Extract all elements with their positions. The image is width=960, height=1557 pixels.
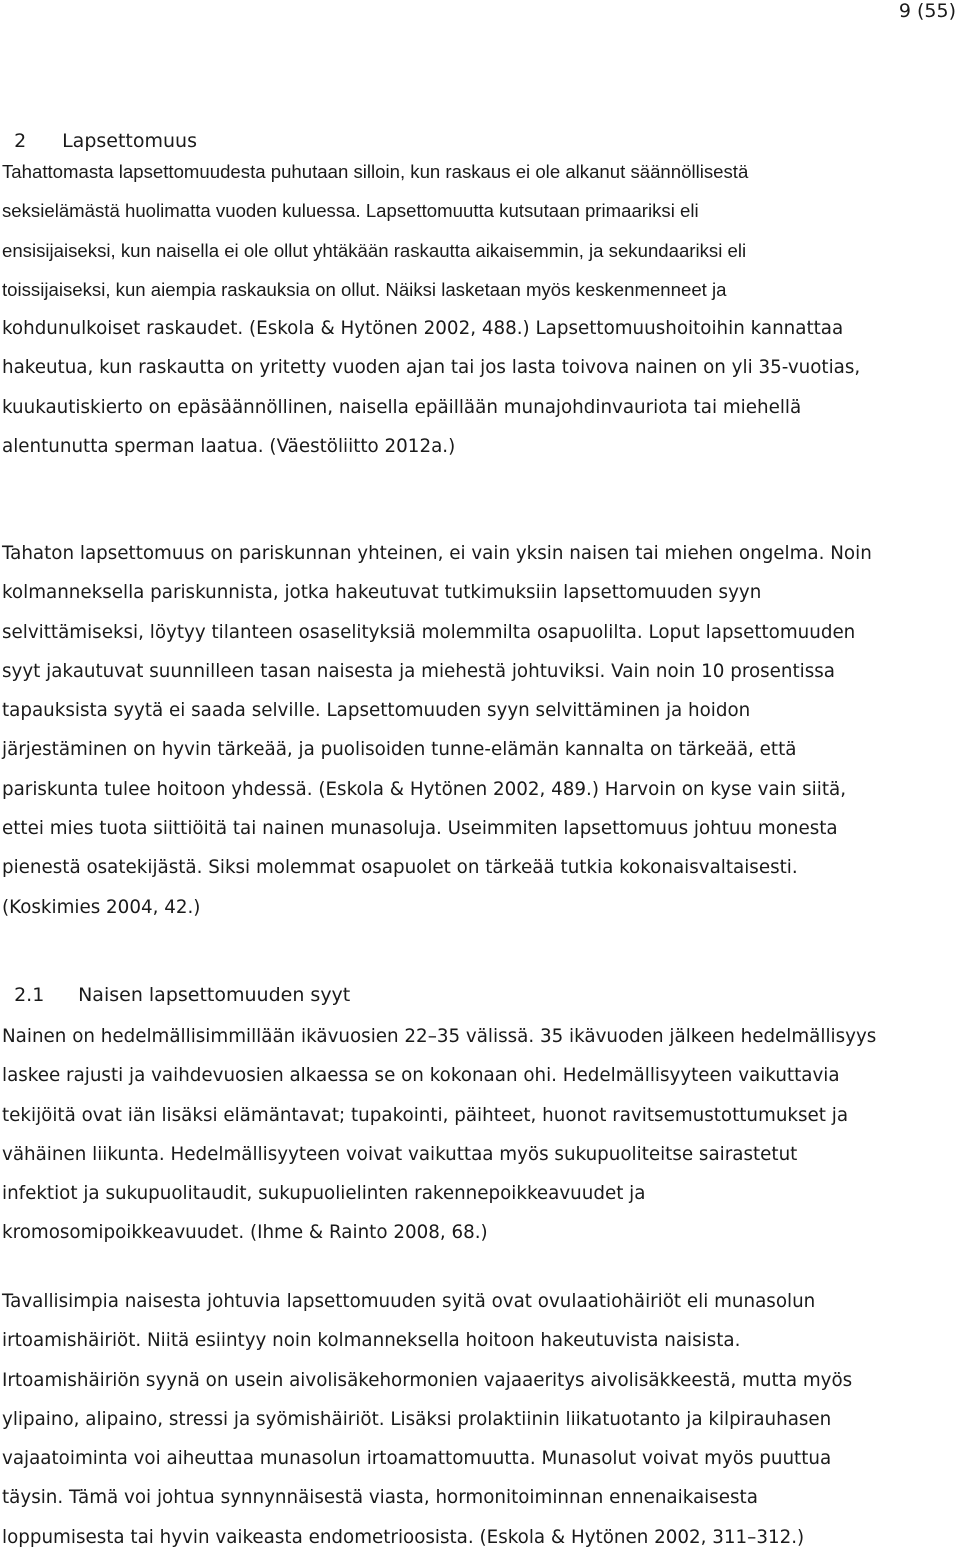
text-line: kolmanneksella pariskunnista, jotka hakeutuvat tutkimuksiin lapsettomuuden syyn	[2, 582, 762, 604]
text-line: alentunutta sperman laatua. (Väestöliitto 2012a.)	[2, 436, 456, 458]
section-title: Lapsettomuus	[62, 130, 197, 152]
text-line: järjestäminen on hyvin tärkeää, ja puolisoiden tunne-elämän kannalta on tärkeää, että	[2, 739, 797, 761]
text-line: kuukautiskierto on epäsäännöllinen, naisella epäillään munajohdinvauriota tai miehellä	[2, 396, 802, 418]
text-line: laskee rajusti ja vaihdevuosien alkaessa se on kokonaan ohi. Hedelmällisyyteen vaikuttavia	[2, 1065, 840, 1087]
text-line: kohdunulkoiset raskaudet. (Eskola & Hytönen 2002, 488.) Lapsettomuushoitoihin kannattaa	[2, 318, 844, 340]
paragraph-2	[2, 534, 958, 927]
text-line: kromosomipoikkeavuudet. (Ihme & Rainto 2008, 68.)	[2, 1222, 488, 1244]
text-line: pienestä osatekijästä. Siksi molemmat osapuolet on tärkeää tutkia kokonaisvaltaisesti.	[2, 857, 798, 879]
text-line: infektiot ja sukupuolitaudit, sukupuolielinten rakennepoikkeavuudet ja	[2, 1183, 646, 1205]
text-line: ensisijaiseksi, kun naisella ei ole ollut yhtäkään raskautta aikaisemmin, ja sekundaariksi eli	[2, 239, 747, 261]
text-line: Tavallisimpia naisesta johtuvia lapsettomuuden syitä ovat ovulaatiohäiriöt eli munasolun	[2, 1291, 816, 1312]
text-line: pariskunta tulee hoitoon yhdessä. (Eskola & Hytönen 2002, 489.) Harvoin on kyse vain siitä,	[2, 778, 847, 800]
section-number: 2	[14, 130, 27, 152]
text-line: ylipaino, alipaino, stressi ja syömishäiriöt. Lisäksi prolaktiinin liikatuotanto ja kilpirauhasen	[2, 1408, 832, 1430]
text-line: tapauksista syytä ei saada selville. Lapsettomuuden syyn selvittäminen ja hoidon	[2, 700, 751, 722]
text-line: Tahaton lapsettomuus on pariskunnan yhteinen, ei vain yksin naisen tai miehen ongelma. Noin	[2, 543, 872, 564]
text-line: toissijaiseksi, kun aiempia raskauksia on ollut. Näiksi lasketaan myös keskenmenneet ja	[2, 278, 727, 300]
text-line: Irtoamishäiriön syynä on usein aivolisäkehormonien vajaaeritys aivolisäkkeestä, mutta myös	[2, 1369, 853, 1391]
text-line: irtoamishäiriöt. Niitä esiintyy noin kolmanneksella hoitoon hakeutuvista naisista.	[2, 1330, 741, 1352]
text-line: loppumisesta tai hyvin vaikeasta endometrioosista. (Eskola & Hytönen 2002, 311–312.)	[2, 1526, 805, 1548]
text-line: syyt jakautuvat suunnilleen tasan naisesta ja miehestä johtuviksi. Vain noin 10 prosentissa	[2, 660, 836, 682]
page-number: 9 (55)	[898, 0, 956, 22]
text-line: vajaatoiminta voi aiheuttaa munasolun irtoamattomuutta. Munasolut voivat myös puuttua	[2, 1448, 832, 1470]
text-line: tekijöitä ovat iän lisäksi elämäntavat; tupakointi, päihteet, huonot ravitsemustottumukset ja	[2, 1104, 849, 1126]
text-line: seksielämästä huolimatta vuoden kuluessa. Lapsettomuutta kutsutaan primaariksi eli	[2, 200, 699, 222]
text-line: Tahattomasta lapsettomuudesta puhutaan silloin, kun raskaus ei ole alkanut säännöllisestä	[2, 161, 749, 182]
section-heading	[2, 108, 197, 152]
paragraph-3	[2, 1017, 958, 1253]
text-line: vähäinen liikunta. Hedelmällisyyteen voivat vaikuttaa myös sukupuoliteitse sairastetut	[2, 1143, 798, 1165]
text-line: (Koskimies 2004, 42.)	[2, 896, 201, 918]
paragraph-1	[2, 152, 958, 466]
subsection-number: 2.1	[14, 984, 45, 1006]
text-line: hakeutua, kun raskautta on yritetty vuoden ajan tai jos lasta toivova nainen on yli 35-vuotias,	[2, 357, 861, 379]
text-line: selvittämiseksi, löytyy tilanteen osaselityksiä molemmilta osapuolilta. Loput lapsettomuuden	[2, 621, 856, 643]
paragraph-4	[2, 1282, 958, 1557]
subsection-title: Naisen lapsettomuuden syyt	[78, 984, 351, 1006]
text-line: ettei mies tuota siittiöitä tai nainen munasoluja. Useimmiten lapsettomuus johtuu monesta	[2, 818, 838, 840]
text-line: Nainen on hedelmällisimmillään ikävuosien 22–35 välissä. 35 ikävuoden jälkeen hedelmällisyys	[2, 1026, 877, 1047]
subsection-heading	[2, 962, 350, 1006]
text-line: täysin. Tämä voi johtua synnynnäisestä viasta, hormonitoiminnan ennenaikaisesta	[2, 1487, 758, 1509]
